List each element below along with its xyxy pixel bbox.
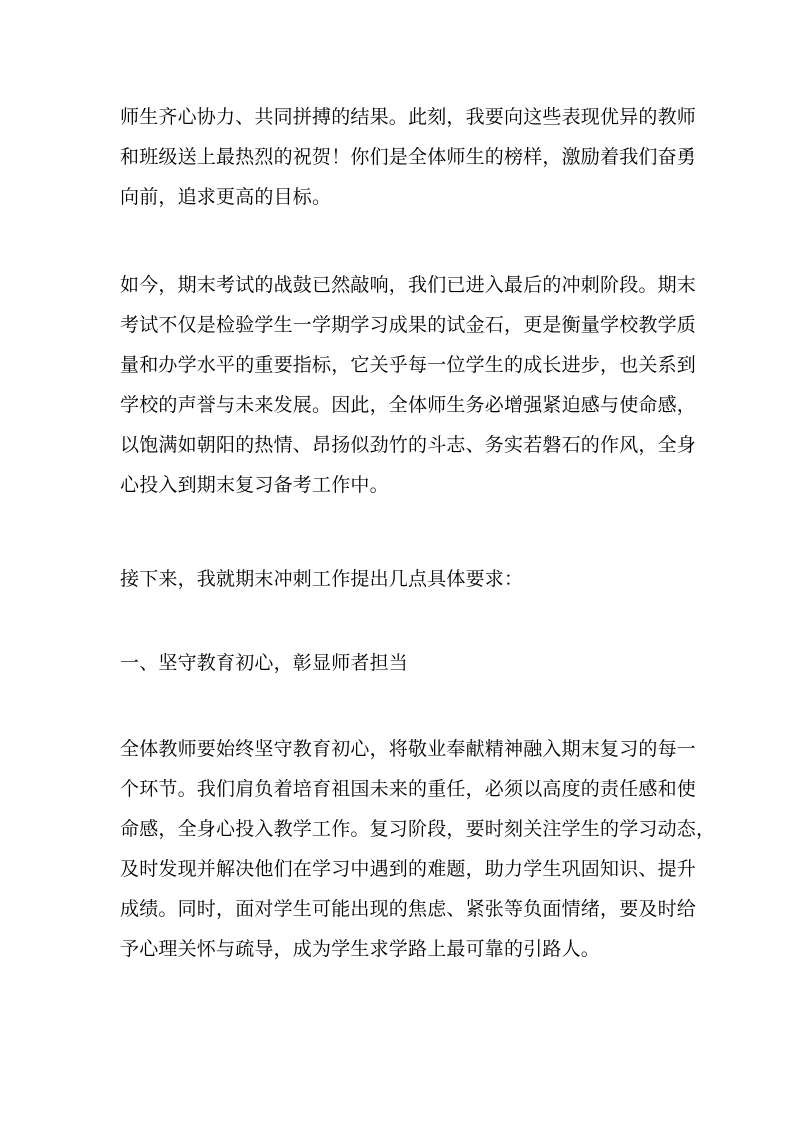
paragraph-intro-requirements <box>120 559 675 599</box>
text-line: 如今，期末考试的战鼓已然敲响，我们已进入最后的冲刺阶段。期末 <box>120 274 697 296</box>
text-line: 命感，全身心投入教学工作。复习阶段，要时刻关注学生的学习动态， <box>120 818 716 840</box>
text-line: 学校的声誉与未来发展。因此，全体师生务必增强紧迫感与使命感， <box>120 394 697 416</box>
text-line: 考试不仅是检验学生一学期学习成果的试金石，更是衡量学校教学质 <box>120 314 697 336</box>
paragraph-teachers <box>120 729 716 969</box>
text-line: 和班级送上最热烈的祝贺！你们是全体师生的榜样，激励着我们奋勇 <box>120 146 697 168</box>
text-line: 成绩。同时，面对学生可能出现的焦虑、紧张等负面情绪，要及时给 <box>120 898 697 920</box>
section-heading <box>120 643 675 683</box>
text-line: 量和办学水平的重要指标，它关乎每一位学生的成长进步，也关系到 <box>120 354 697 376</box>
text-line: 接下来，我就期末冲刺工作提出几点具体要求： <box>120 568 524 590</box>
paragraph-exam-sprint <box>120 265 697 505</box>
text-line: 师生齐心协力、共同拼搏的结果。此刻，我要向这些表现优异的教师 <box>120 106 697 128</box>
heading-text: 一、坚守教育初心，彰显师者担当 <box>120 652 409 674</box>
text-line: 个环节。我们肩负着培育祖国未来的重任，必须以高度的责任感和使 <box>120 778 697 800</box>
text-line: 予心理关怀与疏导，成为学生求学路上最可靠的引路人。 <box>120 938 601 960</box>
text-line: 全体教师要始终坚守教育初心，将敬业奉献精神融入期末复习的每一 <box>120 738 697 760</box>
text-line: 向前，追求更高的目标。 <box>120 186 332 208</box>
text-line: 及时发现并解决他们在学习中遇到的难题，助力学生巩固知识、提升 <box>120 858 697 880</box>
text-line: 心投入到期末复习备考工作中。 <box>120 474 389 496</box>
paragraph-congratulations <box>120 97 697 217</box>
text-line: 以饱满如朝阳的热情、昂扬似劲竹的斗志、务实若磐石的作风，全身 <box>120 434 697 456</box>
